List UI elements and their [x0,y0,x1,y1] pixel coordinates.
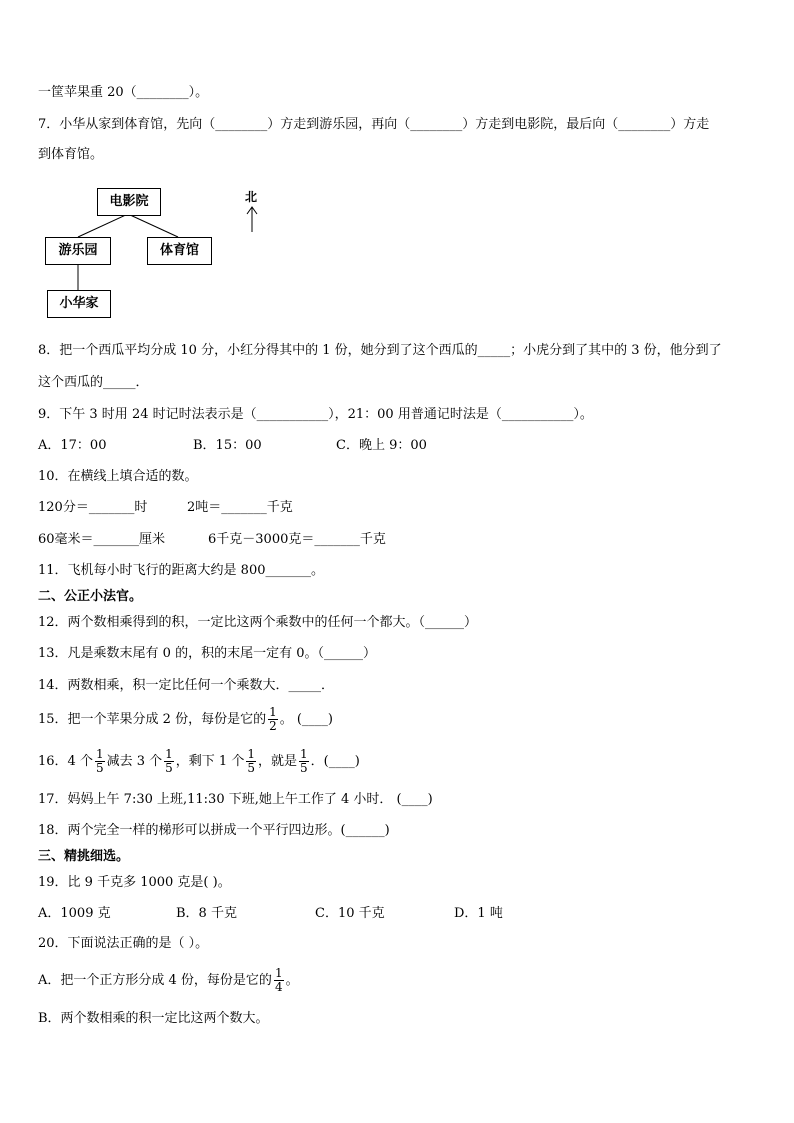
q13: 13．凡是乘数末尾有 0 的，积的末尾一定有 0。（______） [38,646,376,661]
q7-line1: 7．小华从家到体育馆，先向（________）方走到游乐园，再向（________）方走到电影院，最后向（________）方走 [38,117,710,132]
q8-line2: 这个西瓜的_____． [38,375,149,390]
q9-option-a[interactable]: A．17：00 [38,438,107,453]
q10-row1 [38,499,293,517]
q18: 18．两个完全一样的梯形可以拼成一个平行四边形。(______) [38,823,390,838]
q8-line1: 8．把一个西瓜平均分成 10 分，小红分得其中的 1 份，她分到了这个西瓜的_____；小虎分到了其中的 3 份，他分到了 [38,343,722,358]
map-park: 游乐园 [45,237,111,265]
north-label: 北 [245,190,258,204]
q10-item4: 6千克－3000克＝_______千克 [208,532,386,547]
q17: 17．妈妈上午 7:30 上班,11:30 下班,她上午工作了 4 小时． (____) [38,792,433,807]
direction-map [0,0,794,330]
q14: 14．两数相乘，积一定比任何一个乘数大．_____． [38,678,335,693]
q6-tail: 一筐苹果重 20（________）。 [38,85,209,100]
line-cinema-park [78,214,128,237]
q16-fraction-4: $\frac{1}{5}$ [299,747,308,775]
section-2-title: 二、公正小法官。 [38,589,143,604]
q16-fraction-1: $\frac{1}{5}$ [95,747,104,775]
q19-option-b[interactable]: B．8 千克 [176,906,237,921]
q19: 19．比 9 千克多 1000 克是( )。 [38,875,231,890]
q10-item3: 60毫米＝_______厘米 [38,532,166,547]
q20-option-a[interactable]: A．把一个正方形分成 4 份，每份是它的 $\frac{1}{4}$ 。 [38,966,299,994]
q10: 10．在横线上填合适的数。 [38,469,198,484]
q9: 9．下午 3 时用 24 时记时法表示是（___________），21：00 用普通记时法是（___________）。 [38,407,593,422]
q15 [38,703,333,737]
q16: 16．4 个 $\frac{1}{5}$ 减去 3 个 $\frac{1}{5}$ ，剩下 1 个 $\frac{1}{5}$ ，就是 $\frac{1}{5}$ ．(____) [38,747,360,775]
q11: 11．飞机每小时飞行的距离大约是 800_______。 [38,563,324,578]
section-3-title: 三、精挑细选。 [38,849,130,864]
q9-option-c[interactable]: C．晚上 9：00 [336,438,427,453]
q19-option-a[interactable]: A．1009 克 [38,906,111,921]
line-cinema-gym [128,214,178,237]
map-gym: 体育馆 [147,237,212,265]
q19-options [38,905,503,923]
q10-row2 [38,531,386,549]
q7-line2: 到体育馆。 [38,147,104,162]
q16-fraction-2: $\frac{1}{5}$ [165,747,173,775]
q16-fraction-3: $\frac{1}{5}$ [247,747,255,775]
q9-options [38,437,427,455]
q12: 12．两个数相乘得到的积，一定比这两个乘数中的任何一个都大。（______） [38,615,478,630]
q10-item1: 120分＝_______时 [38,500,148,515]
q19-option-d[interactable]: D．1 吨 [454,906,503,921]
q15-tail: 。 (____) [279,712,333,727]
q15-text: 15．把一个苹果分成 2 份，每份是它的 [38,712,267,727]
q20-fraction: $\frac{1}{4}$ [274,966,283,994]
q10-item2: 2吨＝_______千克 [187,500,293,515]
q20-option-b[interactable]: B．两个数相乘的积一定比这两个数大。 [38,1011,269,1026]
q9-option-b[interactable]: B．15：00 [193,438,262,453]
q19-option-c[interactable]: C．10 千克 [315,906,385,921]
q15-fraction: $\frac{1}{2}$ [269,705,277,733]
q20: 20．下面说法正确的是（ ）。 [38,936,209,951]
map-home: 小华家 [47,290,111,318]
map-cinema: 电影院 [97,188,161,216]
